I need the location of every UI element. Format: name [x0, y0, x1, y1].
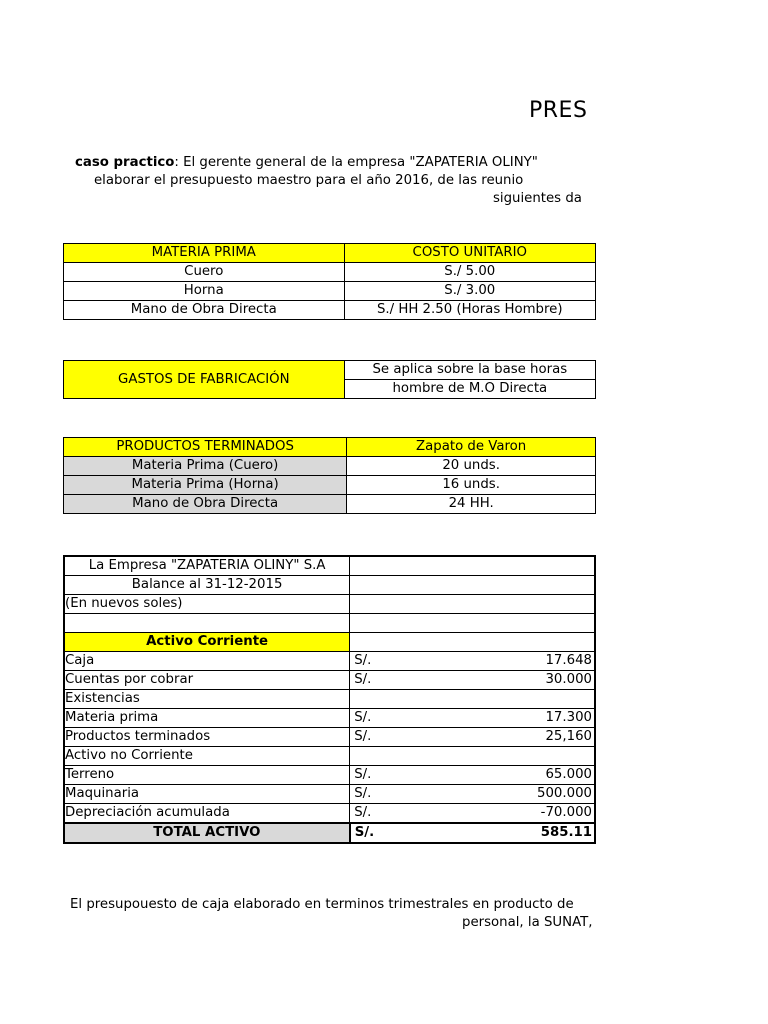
header-materia-prima: MATERIA PRIMA	[64, 244, 345, 263]
costo-cell: S./ 3.00	[344, 282, 595, 301]
materia-cell: Horna	[64, 282, 345, 301]
table-row	[64, 652, 595, 671]
balance-currency	[350, 747, 414, 766]
balance-label: Caja	[64, 652, 350, 671]
balance-label: Depreciación acumulada	[64, 804, 350, 824]
table-row	[64, 457, 596, 476]
balance-currency	[350, 690, 414, 709]
table-row	[64, 728, 595, 747]
gastos-line-1: Se aplica sobre la base horas	[344, 361, 595, 380]
table-row	[64, 495, 596, 514]
table-row	[64, 747, 595, 766]
table-row	[64, 671, 595, 690]
balance-label: Cuentas por cobrar	[64, 671, 350, 690]
total-row	[64, 823, 595, 843]
table-row	[64, 785, 595, 804]
cantidad-cell: 24 HH.	[347, 495, 596, 514]
balance-value	[414, 747, 595, 766]
balance-currency: S/.	[350, 804, 414, 824]
page-title: PRES	[529, 98, 588, 123]
table-row	[64, 766, 595, 785]
table-row	[64, 263, 596, 282]
balance-value: 500.000	[414, 785, 595, 804]
header-costo-unitario: COSTO UNITARIO	[344, 244, 595, 263]
producto-cell: Materia Prima (Cuero)	[64, 457, 347, 476]
balance-label: Productos terminados	[64, 728, 350, 747]
balance-label: Activo no Corriente	[64, 747, 350, 766]
empty-cell	[350, 576, 595, 595]
empty-cell	[350, 556, 595, 576]
section-activo-corriente: Activo Corriente	[64, 633, 350, 652]
balance-unit: (En nuevos soles)	[64, 595, 350, 614]
gastos-line-2: hombre de M.O Directa	[344, 380, 595, 399]
footer-line-1: El presupouesto de caja elaborado en terminos trimestrales en producto de	[70, 897, 574, 912]
header-zapato-varon: Zapato de Varon	[347, 438, 596, 457]
gastos-fabricacion-table	[63, 360, 596, 399]
table-row	[64, 804, 595, 824]
balance-value: 17.300	[414, 709, 595, 728]
balance-currency: S/.	[350, 671, 414, 690]
cantidad-cell: 16 unds.	[347, 476, 596, 495]
balance-value	[414, 690, 595, 709]
balance-currency: S/.	[350, 766, 414, 785]
intro-line-3: siguientes da	[493, 191, 582, 206]
balance-label: Existencias	[64, 690, 350, 709]
balance-value: -70.000	[414, 804, 595, 824]
table-row	[64, 709, 595, 728]
materia-prima-table	[63, 243, 596, 320]
balance-currency: S/.	[350, 709, 414, 728]
productos-terminados-table	[63, 437, 596, 514]
balance-label: Materia prima	[64, 709, 350, 728]
materia-cell: Cuero	[64, 263, 345, 282]
total-activo-label: TOTAL ACTIVO	[64, 823, 350, 843]
producto-cell: Mano de Obra Directa	[64, 495, 347, 514]
empty-cell	[350, 595, 595, 614]
producto-cell: Materia Prima (Horna)	[64, 476, 347, 495]
empty-cell	[350, 633, 595, 652]
total-currency: S/.	[350, 823, 414, 843]
balance-currency: S/.	[350, 785, 414, 804]
balance-company: La Empresa "ZAPATERIA OLINY" S.A	[64, 556, 350, 576]
balance-currency: S/.	[350, 652, 414, 671]
cantidad-cell: 20 unds.	[347, 457, 596, 476]
intro-line-1	[75, 154, 538, 172]
balance-label: Terreno	[64, 766, 350, 785]
balance-table	[63, 555, 596, 844]
table-row	[64, 476, 596, 495]
costo-cell: S./ 5.00	[344, 263, 595, 282]
intro-label: caso practico	[75, 155, 175, 170]
materia-cell: Mano de Obra Directa	[64, 301, 345, 320]
balance-date: Balance al 31-12-2015	[64, 576, 350, 595]
balance-currency: S/.	[350, 728, 414, 747]
table-row	[64, 301, 596, 320]
costo-cell: S./ HH 2.50 (Horas Hombre)	[344, 301, 595, 320]
empty-cell	[64, 614, 350, 633]
table-row	[64, 690, 595, 709]
header-productos-terminados: PRODUCTOS TERMINADOS	[64, 438, 347, 457]
total-value: 585.11	[414, 823, 595, 843]
table-row	[64, 282, 596, 301]
intro-line-2: elaborar el presupuesto maestro para el año 2016, de las reunio	[94, 173, 524, 188]
gastos-label: GASTOS DE FABRICACIÓN	[64, 361, 345, 399]
intro-line-1-text: : El gerente general de la empresa "ZAPATERIA OLINY"	[174, 155, 538, 170]
balance-value: 25,160	[414, 728, 595, 747]
balance-value: 17.648	[414, 652, 595, 671]
footer-line-2: personal, la SUNAT,	[462, 915, 593, 930]
balance-value: 30.000	[414, 671, 595, 690]
empty-cell	[350, 614, 595, 633]
balance-label: Maquinaria	[64, 785, 350, 804]
balance-value: 65.000	[414, 766, 595, 785]
